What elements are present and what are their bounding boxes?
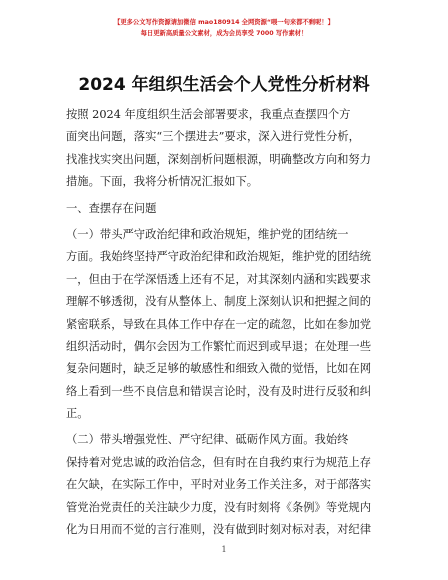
paragraph-line: 化为日用而不觉的言行准则，没有做到时刻对标对表，对纪律 xyxy=(66,523,372,537)
intro-line: 找准找实突出问题，深刻剖析问题根源，明确整改方向和努力 xyxy=(66,152,372,166)
paragraph-line: 紧密联系，导致在具体工作中存在一定的疏忽，比如在参加党 xyxy=(66,317,372,331)
intro-line: 按照 2024 年度组织生活会部署要求，我重点查摆四个方 xyxy=(66,108,351,121)
paragraph-line: （一）带头严守政治纪律和政治规矩，维护党的团结统一 xyxy=(66,227,349,241)
intro-line: 措施。下面，我将分析情况汇报如下。 xyxy=(66,175,259,189)
document-body xyxy=(66,104,372,541)
paragraph-line: 组织活动时，偶尔会因为工作繁忙而迟到或早退；在处理一些 xyxy=(66,339,372,353)
paragraph-line: 络上看到一些不良信息和错误言论时，没有及时进行反驳和纠 xyxy=(66,384,372,398)
document-title: 2024 年组织生活会个人党性分析材料 xyxy=(78,75,370,95)
intro-line: 面突出问题，落实“三个摆进去”要求，深入进行党性分析， xyxy=(66,130,360,144)
paragraph-line: 管党治党责任的关注缺少力度，没有时刻将《条例》等党规内 xyxy=(66,500,372,514)
promo-banner xyxy=(0,17,448,39)
paragraph-line: 正。 xyxy=(66,407,89,421)
paragraph-line: 在欠缺，在实际工作中，平时对业务工作关注多，对于部落实 xyxy=(66,478,372,492)
paragraph-line: 方面。我始终坚持严守政治纪律和政治规矩，维护党的团结统 xyxy=(66,250,372,264)
paragraph-line: 理解不够透彻，没有从整体上、制度上深刻认识和把握之间的 xyxy=(66,295,372,309)
promo-banner-line-1: 【更多公文写作资源请加微信 mao180914 全网资源“喂一句来都不剩呢！】 xyxy=(114,19,334,26)
paragraph-line: 复杂问题时，缺乏足够的敏感性和细致入微的觉悟，比如在网 xyxy=(66,362,372,376)
paragraph-line: （二）带头增强党性、严守纪律、砥砺作风方面。我始终 xyxy=(66,433,349,447)
section-heading: 一、查摆存在问题 xyxy=(66,201,157,215)
paragraph-line: 保持着对党忠诚的政治信念，但有时在自我约束行为规范上存 xyxy=(66,455,372,469)
paragraph-line: 一，但由于在学深悟透上还有不足，对其深刻内涵和实践要求 xyxy=(66,272,372,286)
promo-banner-line-2: 每日更新高质量公文素材，成为会员享受 7000 写作素材！ xyxy=(140,30,308,37)
page-number: 1 xyxy=(221,545,227,554)
